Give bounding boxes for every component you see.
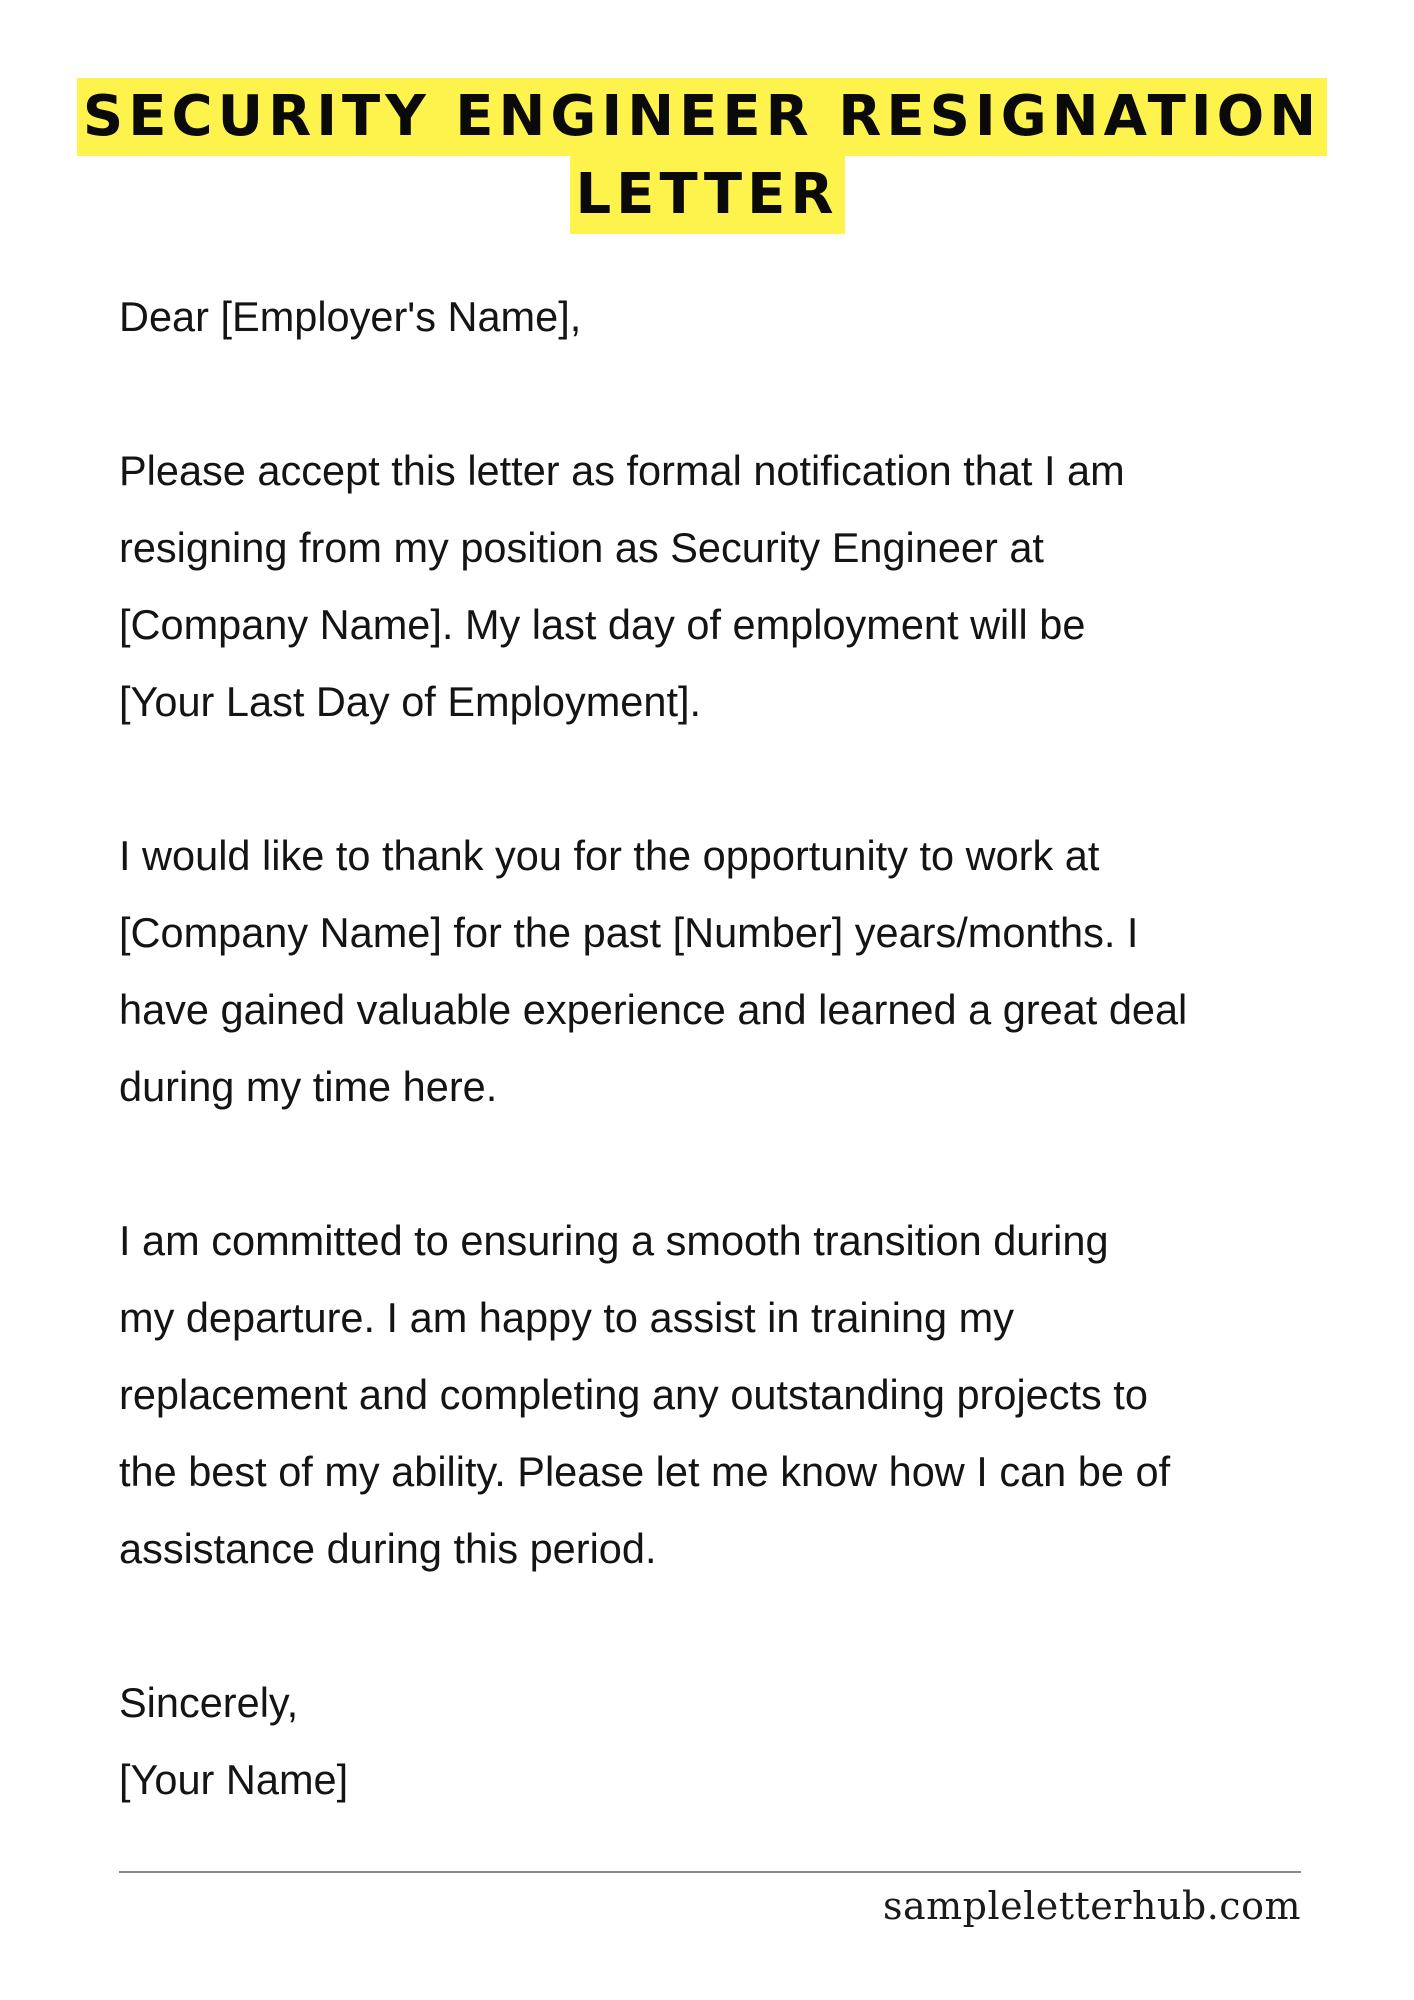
- letter-body: [119, 278, 1349, 1818]
- closing-block: [119, 1664, 1349, 1818]
- paragraph-line: [Company Name] for the past [Number] years/months. I: [119, 909, 1139, 956]
- paragraph-transition: [119, 1202, 1349, 1587]
- closing: Sincerely,: [119, 1679, 299, 1726]
- paragraph-line: resigning from my position as Security Engineer at: [119, 524, 1044, 571]
- salutation: Dear [Employer's Name],: [119, 293, 582, 340]
- title-line-2: LETTER: [570, 156, 845, 234]
- paragraph-line: [Your Last Day of Employment].: [119, 678, 702, 725]
- paragraph-line: I am committed to ensuring a smooth transition during: [119, 1217, 1109, 1264]
- paragraph-notification: [119, 432, 1349, 740]
- paragraph-line: I would like to thank you for the opportunity to work at: [119, 832, 1100, 879]
- paragraph-line: Please accept this letter as formal notification that I am: [119, 447, 1125, 494]
- title-line-1: SECURITY ENGINEER RESIGNATION: [77, 78, 1327, 156]
- paragraph-line: the best of my ability. Please let me know how I can be of: [119, 1448, 1171, 1495]
- paragraph-line: [Company Name]. My last day of employment will be: [119, 601, 1086, 648]
- paragraph-line: replacement and completing any outstanding projects to: [119, 1371, 1148, 1418]
- paragraph-line: during my time here.: [119, 1063, 498, 1110]
- paragraph-gratitude: [119, 817, 1349, 1125]
- paragraph-line: have gained valuable experience and learned a great deal: [119, 986, 1188, 1033]
- letter-title: [0, 78, 1414, 234]
- footer-site: sampleletterhub.com: [882, 1884, 1301, 1928]
- paragraph-line: assistance during this period.: [119, 1525, 657, 1572]
- paragraph-line: my departure. I am happy to assist in training my: [119, 1294, 1014, 1341]
- signature: [Your Name]: [119, 1756, 349, 1803]
- footer-divider: [119, 1871, 1301, 1873]
